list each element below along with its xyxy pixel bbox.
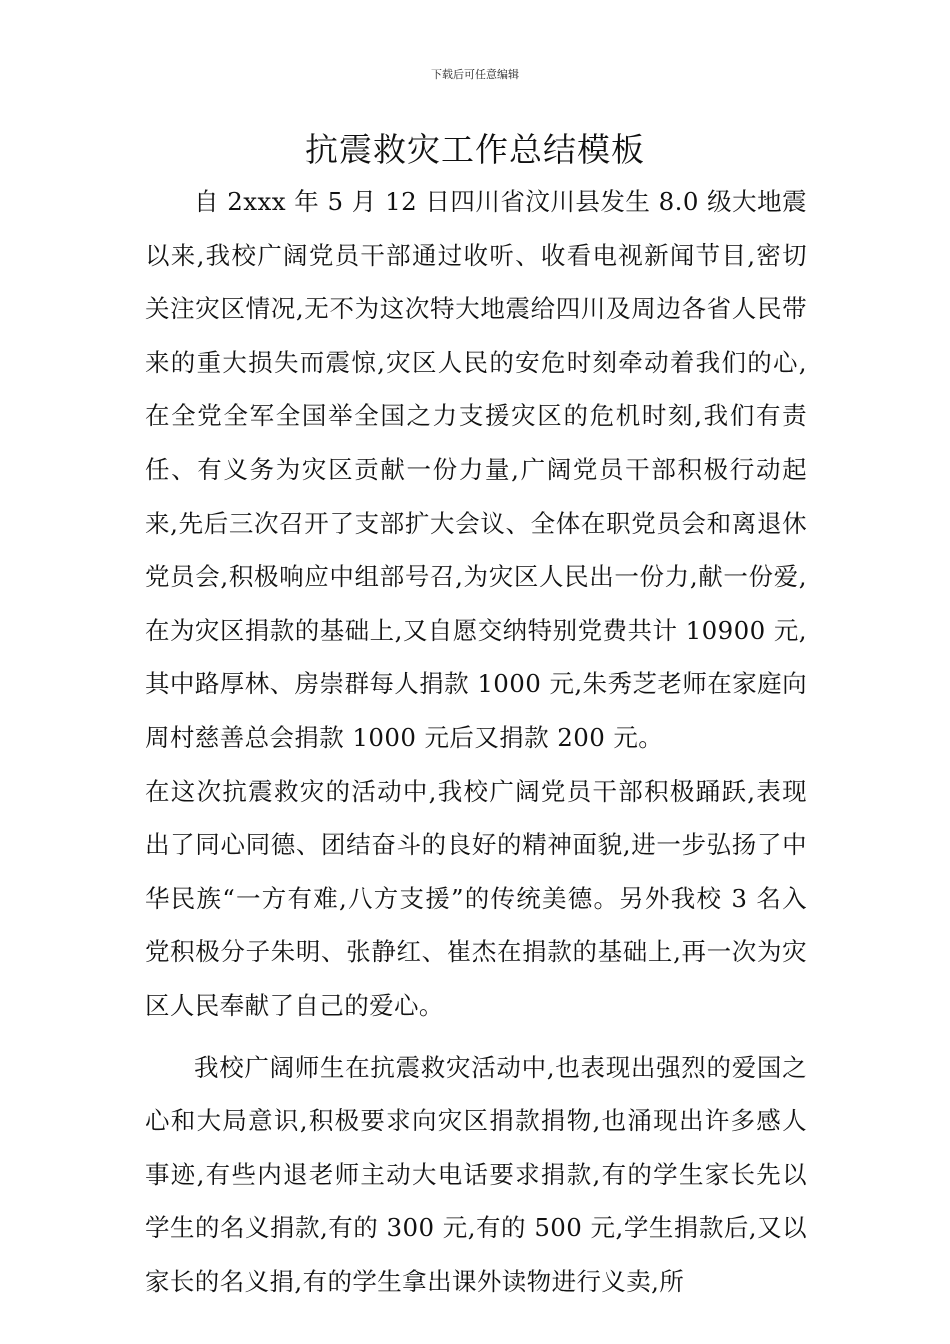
document-title: 抗震救灾工作总结模板 — [305, 130, 645, 169]
header-note: 下载后可任意编辑 — [431, 68, 519, 81]
paragraph-3: 我校广阔师生在抗震救灾活动中,也表现出强烈的爱国之心和大局意识,积极要求向灾区捐款捐物,也涌现出许多感人事迹,有些内退老师主动大电话要求捐款,有的学生家长先以学生的名义捐款,有的 300 元,有的 500 元,学生捐款后,又以家长的名义捐,有的学生拿出课外读物进行义卖,所 — [145, 1052, 807, 1296]
paragraph-2: 在这次抗震救灾的活动中,我校广阔党员干部积极踊跃,表现出了同心同德、团结奋斗的良好的精神面貌,进一步弘扬了中华民族“一方有难,八方支援”的传统美德。另外我校 3 名入党积极分子朱明、张静红、崔杰在捐款的基础上,再一次为灾区人民奉献了自己的爱心。 — [145, 776, 807, 1020]
document-body — [145, 175, 807, 1308]
paragraph-1: 自 2xxx 年 5 月 12 日四川省汶川县发生 8.0 级大地震以来,我校广阔党员干部通过收听、收看电视新闻节目,密切关注灾区情况,无不为这次特大地震给四川及周边各省人民带来的重大损失而震惊,灾区人民的安危时刻牵动着我们的心,在全党全军全国举全国之力支援灾区的危机时刻,我们有责任、有义务为灾区贡献一份力量,广阔党员干部积极行动起来,先后三次召开了支部扩大会议、全体在职党员会和离退休党员会,积极响应中组部号召,为灾区人民出一份力,献一份爱,在为灾区捐款的基础上,又自愿交纳特别党费共计 10900 元,其中路厚林、房崇群每人捐款 1000 元,朱秀芝老师在家庭向周村慈善总会捐款 1000 元后又捐款 200 元。 — [145, 187, 807, 752]
